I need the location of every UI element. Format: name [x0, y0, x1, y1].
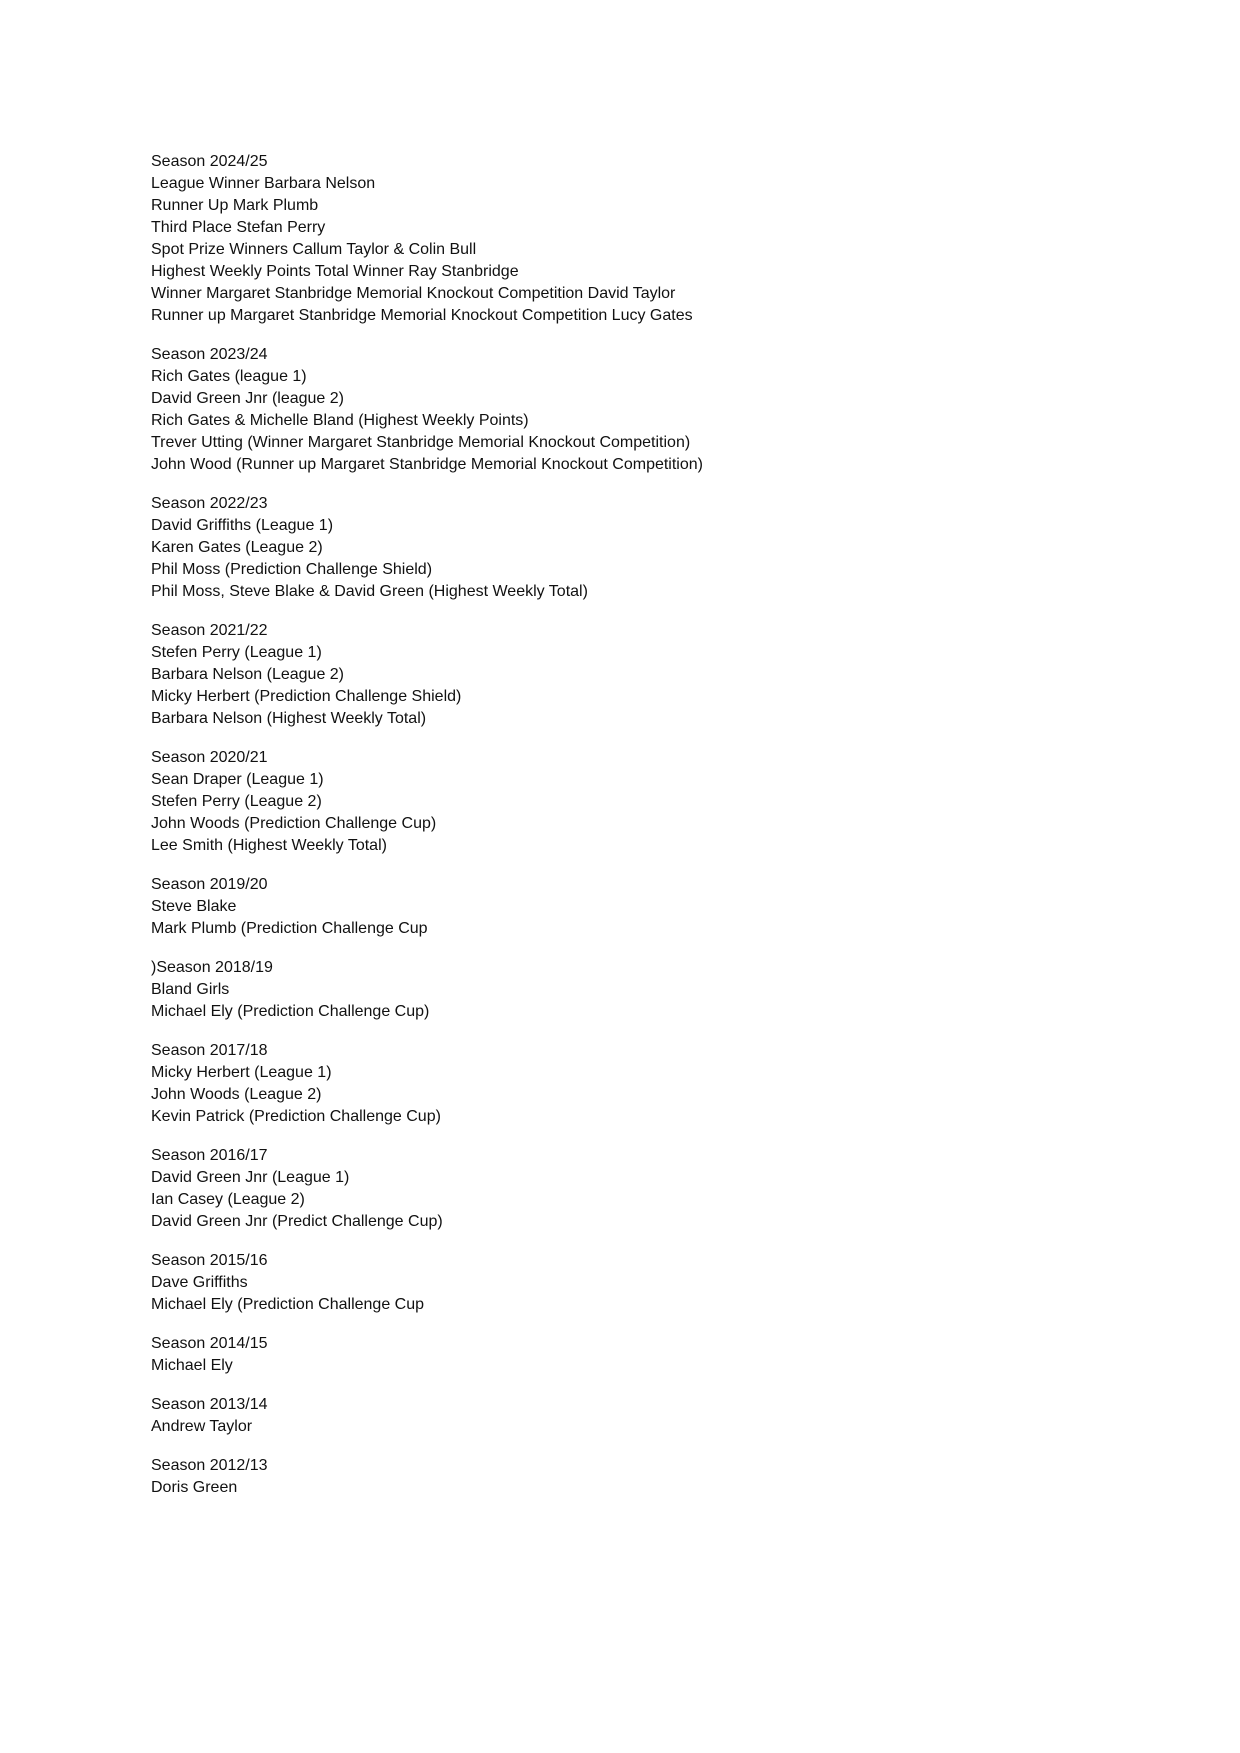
award-line: David Green Jnr (League 1)	[151, 1169, 350, 1186]
season-title: Season 2019/20	[151, 876, 268, 893]
season-title: Season 2012/13	[151, 1457, 268, 1474]
season-title: Season 2014/15	[151, 1335, 268, 1352]
award-line: Runner up Margaret Stanbridge Memorial Knockout Competition Lucy Gates	[151, 307, 693, 324]
season-2020-21	[151, 747, 1151, 857]
award-line: Kevin Patrick (Prediction Challenge Cup)	[151, 1108, 441, 1125]
document-page	[151, 151, 1151, 1516]
season-2017-18	[151, 1040, 1151, 1128]
award-line: Sean Draper (League 1)	[151, 771, 324, 788]
award-line: Barbara Nelson (Highest Weekly Total)	[151, 710, 427, 727]
award-line: Trever Utting (Winner Margaret Stanbridge Memorial Knockout Competition)	[151, 434, 691, 451]
award-line: Bland Girls	[151, 981, 230, 998]
season-title: Season 2021/22	[151, 622, 268, 639]
season-2016-17	[151, 1145, 1151, 1233]
award-line: David Green Jnr (Predict Challenge Cup)	[151, 1213, 443, 1230]
award-line: Michael Ely	[151, 1357, 233, 1374]
award-line: Rich Gates & Michelle Bland (Highest Weekly Points)	[151, 412, 529, 429]
award-line: Micky Herbert (League 1)	[151, 1064, 332, 1081]
season-2013-14	[151, 1394, 1151, 1438]
award-line: Stefen Perry (League 2)	[151, 793, 322, 810]
season-title: Season 2015/16	[151, 1252, 268, 1269]
season-title: Season 2024/25	[151, 153, 268, 170]
award-line: League Winner Barbara Nelson	[151, 175, 376, 192]
season-2023-24	[151, 344, 1151, 476]
award-line: Ian Casey (League 2)	[151, 1191, 305, 1208]
award-line: Runner Up Mark Plumb	[151, 197, 319, 214]
award-line: Steve Blake	[151, 898, 237, 915]
season-title: Season 2017/18	[151, 1042, 268, 1059]
season-title: Season 2023/24	[151, 346, 268, 363]
award-line: Stefen Perry (League 1)	[151, 644, 322, 661]
season-2019-20	[151, 874, 1151, 940]
award-line: Winner Margaret Stanbridge Memorial Knockout Competition David Taylor	[151, 285, 676, 302]
award-line: Phil Moss (Prediction Challenge Shield)	[151, 561, 433, 578]
season-title: )Season 2018/19	[151, 959, 273, 976]
award-line: Mark Plumb (Prediction Challenge Cup	[151, 920, 428, 937]
award-line: Andrew Taylor	[151, 1418, 253, 1435]
award-line: Highest Weekly Points Total Winner Ray Stanbridge	[151, 263, 519, 280]
award-line: Barbara Nelson (League 2)	[151, 666, 345, 683]
season-title: Season 2016/17	[151, 1147, 268, 1164]
award-line: John Woods (League 2)	[151, 1086, 322, 1103]
award-line: David Green Jnr (league 2)	[151, 390, 344, 407]
award-line: David Griffiths (League 1)	[151, 517, 334, 534]
season-2014-15	[151, 1333, 1151, 1377]
award-line: Doris Green	[151, 1479, 238, 1496]
season-title: Season 2022/23	[151, 495, 268, 512]
season-title: Season 2013/14	[151, 1396, 268, 1413]
season-title: Season 2020/21	[151, 749, 268, 766]
season-2024-25	[151, 151, 1151, 327]
award-line: Dave Griffiths	[151, 1274, 248, 1291]
award-line: John Woods (Prediction Challenge Cup)	[151, 815, 437, 832]
award-line: Phil Moss, Steve Blake & David Green (Highest Weekly Total)	[151, 583, 588, 600]
award-line: Michael Ely (Prediction Challenge Cup)	[151, 1003, 430, 1020]
award-line: Michael Ely (Prediction Challenge Cup	[151, 1296, 425, 1313]
award-line: Third Place Stefan Perry	[151, 219, 326, 236]
season-2022-23	[151, 493, 1151, 603]
season-2021-22	[151, 620, 1151, 730]
award-line: Micky Herbert (Prediction Challenge Shield)	[151, 688, 462, 705]
season-2012-13	[151, 1455, 1151, 1499]
season-2015-16	[151, 1250, 1151, 1316]
award-line: Lee Smith (Highest Weekly Total)	[151, 837, 387, 854]
award-line: Karen Gates (League 2)	[151, 539, 323, 556]
award-line: Rich Gates (league 1)	[151, 368, 307, 385]
award-line: John Wood (Runner up Margaret Stanbridge Memorial Knockout Competition)	[151, 456, 703, 473]
season-2018-19	[151, 957, 1151, 1023]
award-line: Spot Prize Winners Callum Taylor & Colin Bull	[151, 241, 477, 258]
